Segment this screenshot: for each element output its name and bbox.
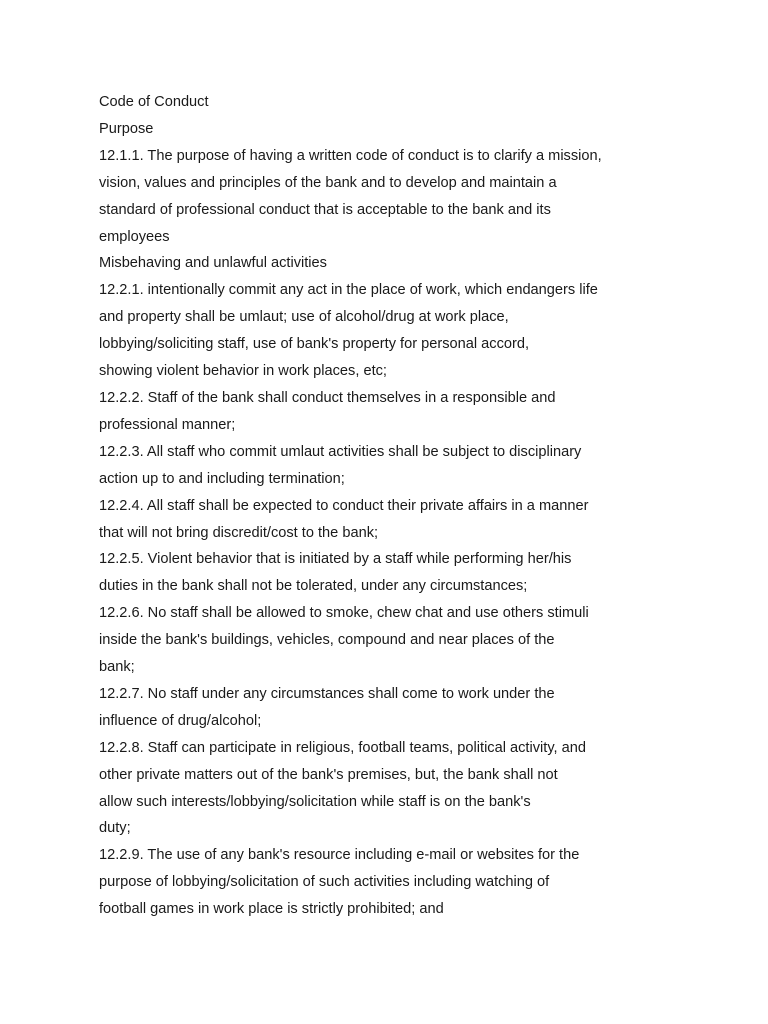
section-heading-purpose: Purpose [99,120,154,137]
text-line: 12.2.6. No staff shall be allowed to smoke, chew chat and use others stimuli [99,605,589,622]
text-line: bank; [99,659,135,676]
text-line: vision, values and principles of the bank and to develop and maintain a [99,174,557,191]
text-line: football games in work place is strictly prohibited; and [99,901,444,918]
text-line: influence of drug/alcohol; [99,712,262,729]
text-line: duties in the bank shall not be tolerated, under any circumstances; [99,578,528,595]
text-line: 12.2.7. No staff under any circumstances shall come to work under the [99,685,555,702]
text-line: lobbying/soliciting staff, use of bank's property for personal accord, [99,336,530,353]
text-line: inside the bank's buildings, vehicles, compound and near places of the [99,632,555,649]
text-line: showing violent behavior in work places, etc; [99,363,387,380]
text-line: other private matters out of the bank's premises, but, the bank shall not [99,766,558,783]
text-line: allow such interests/lobbying/solicitation while staff is on the bank's [99,793,531,810]
text-line: standard of professional conduct that is acceptable to the bank and its [99,201,551,218]
text-line: employees [99,228,170,245]
document-body [99,89,739,923]
text-line: 12.2.1. intentionally commit any act in the place of work, which endangers life [99,282,598,299]
document-title: Code of Conduct [99,94,209,110]
text-line: purpose of lobbying/solicitation of such activities including watching of [99,874,550,891]
text-line: 12.2.4. All staff shall be expected to conduct their private affairs in a manner [99,497,589,514]
text-line: duty; [99,820,131,837]
text-line: and property shall be umlaut; use of alcohol/drug at work place, [99,309,509,326]
text-line: 12.2.2. Staff of the bank shall conduct themselves in a responsible and [99,389,556,406]
text-line: 12.2.8. Staff can participate in religious, football teams, political activity, and [99,739,586,756]
text-line: 12.2.3. All staff who commit umlaut activities shall be subject to disciplinary [99,443,582,460]
text-line: that will not bring discredit/cost to the bank; [99,524,379,541]
text-line: professional manner; [99,416,236,433]
text-line: action up to and including termination; [99,470,345,487]
text-line: 12.2.5. Violent behavior that is initiated by a staff while performing her/his [99,551,572,568]
section-heading-misbehaving: Misbehaving and unlawful activities [99,255,327,272]
text-line: 12.2.9. The use of any bank's resource including e-mail or websites for the [99,847,580,864]
text-line: 12.1.1. The purpose of having a written code of conduct is to clarify a mission, [99,147,602,164]
